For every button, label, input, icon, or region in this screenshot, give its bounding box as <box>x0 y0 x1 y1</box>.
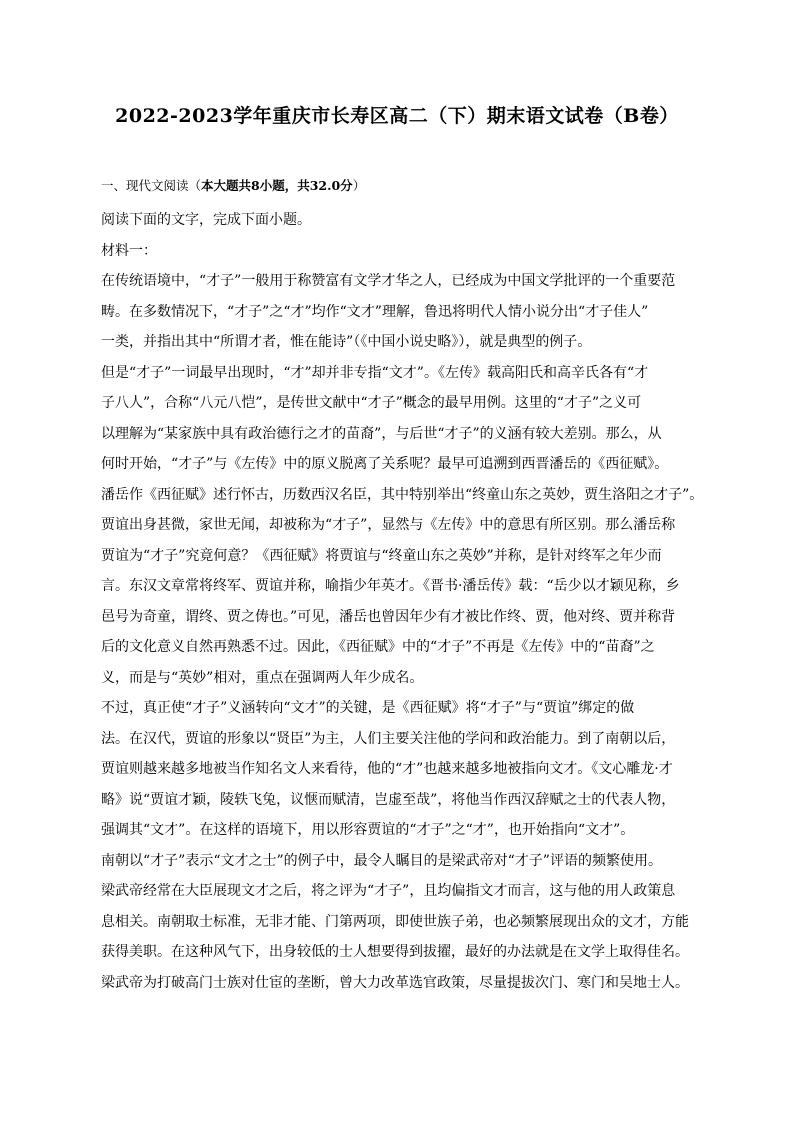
text-line: 略》说“贾谊才颖，陵轶飞兔，议惬而赋清，岂虚至哉”，将他当作西汉辞赋之士的代表人物， <box>101 791 676 808</box>
text-line: 法。在汉代，贾谊的形象以“贤臣”为主，人们主要关注他的学问和政治能力。到了南朝以后， <box>101 730 676 747</box>
text-line: 后的文化意义自然再熟悉不过。因此，《西征赋》中的“才子”不再是《左传》中的“苗裔”之 <box>101 639 655 655</box>
section-info: 本大题共8小题，共32.0分 <box>201 178 353 193</box>
section-heading <box>101 176 365 196</box>
text-line: 但是“才子”一词最早出现时，“才”却并非专指“文才”。《左传》载高阳氏和高辛氏各有“才 <box>101 364 649 381</box>
text-line: 何时开始，“才子”与《左传》中的原义脱离了关系呢？最早可追溯到西晋潘岳的《西征赋》。 <box>101 456 669 472</box>
text-line: 获得美职。在这种风气下，出身较低的士人想要得到拔擢，最好的办法就是在文学上取得佳名。 <box>101 944 689 960</box>
text-line: 强调其“文才”。在这样的语境下，用以形容贾谊的“才子”之“才”，也开始指向“文才”。 <box>101 822 635 838</box>
text-line: 子八人”，合称“八元八恺”，是传世文献中“才子”概念的最早用例。这里的“才子”之义可 <box>101 395 642 411</box>
text-line: 在传统语境中，“才子”一般用于称赞富有文学才华之人，已经成为中国文学批评的一个重要范 <box>101 273 676 289</box>
section-name: 现代文阅读（ <box>126 178 202 193</box>
text-line: 贾谊则越来越多地被当作知名文人来看待，他的“才”也越来越多地被指向文才。《文心雕龙·才 <box>101 761 673 777</box>
section-close: ） <box>352 178 366 193</box>
text-line: 不过，真正使“才子”义涵转向“文才”的关键，是《西征赋》将“才子”与“贾谊”绑定的做 <box>101 700 635 716</box>
section-number: 一、 <box>101 178 127 193</box>
text-line: 息相关。南朝取士标准，无非才能、门第两项，即使世族子弟，也必频繁展现出众的文才，方能 <box>101 913 689 930</box>
text-line: 一类，并指出其中“所谓才者，惟在能诗”（《中国小说史略》），就是典型的例子。 <box>101 334 592 350</box>
reading-passage <box>101 205 707 998</box>
text-line: 畴。在多数情况下，“才子”之“才”均作“文才”理解，鲁迅将明代人情小说分出“才子佳人” <box>101 303 649 320</box>
text-line: 潘岳作《西征赋》述行怀古，历数西汉名臣，其中特别举出“终童山东之英妙，贾生洛阳之才子”。 <box>101 486 704 503</box>
text-line: 贾谊为“才子”究竟何意？《西征赋》将贾谊与“终童山东之英妙”并称，是针对终军之年少而 <box>101 547 662 564</box>
text-line: 南朝以“才子”表示“文才之士”的例子中，最令人瞩目的是梁武帝对“才子”评语的频繁使用。 <box>101 852 662 869</box>
text-line: 言。东汉文章常将终军、贾谊并称，喻指少年英才。《晋书·潘岳传》载：“岳少以才颖见称，乡 <box>101 578 680 594</box>
text-line: 梁武帝经常在大臣展现文才之后，将之评为“才子”，且均偏指文才而言，这与他的用人政策息 <box>101 883 676 899</box>
text-line: 阅读下面的文字，完成下面小题。 <box>101 212 311 228</box>
text-line: 梁武帝为打破高门士族对仕宦的垄断，曾大力改革选官政策，尽量提拔次门、寒门和吴地士人。 <box>101 974 689 991</box>
text-line: 贾谊出身甚微，家世无闻，却被称为“才子”，显然与《左传》中的意思有所区别。那么潘岳称 <box>101 517 676 533</box>
text-line: 以理解为“某家族中具有政治德行之才的苗裔”，与后世“才子”的义涵有较大差别。那么，从 <box>101 425 662 442</box>
text-line: 义，而是与“英妙”相对，重点在强调两人年少成名。 <box>101 669 424 686</box>
page-title: 2022-2023学年重庆市长寿区高二（下）期末语文试卷（B卷） <box>115 105 679 127</box>
text-line: 材料一： <box>101 242 157 259</box>
text-line: 邑号为奇童，谓终、贾之俦也。”可见，潘岳也曾因年少有才被比作终、贾，他对终、贾并称背 <box>101 608 676 625</box>
